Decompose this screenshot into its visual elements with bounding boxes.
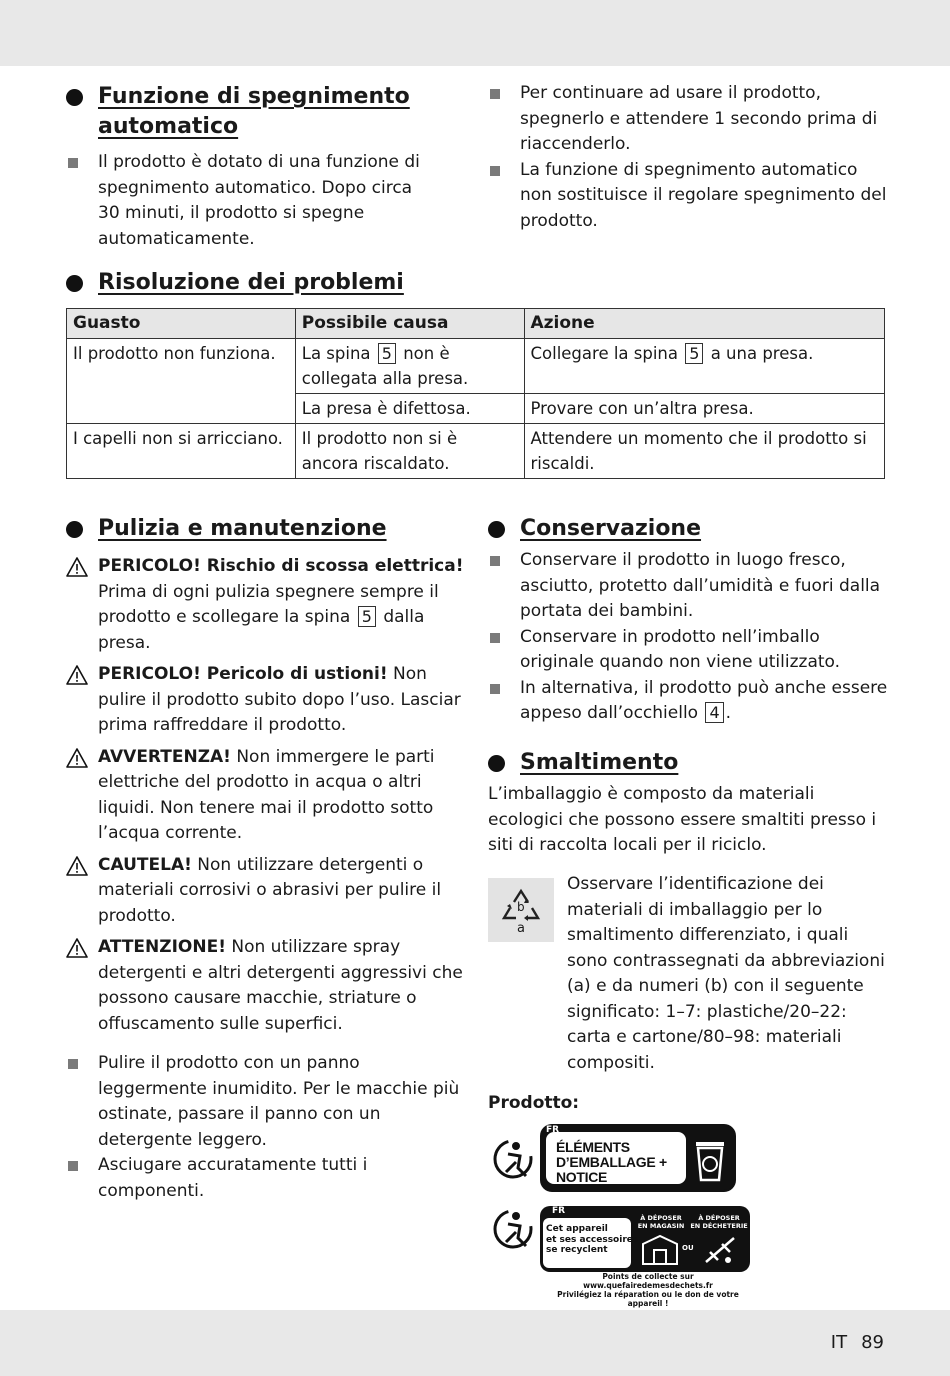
table-cell: Attendere un momento che il prodotto si riscaldi. xyxy=(524,424,885,479)
square-bullet-icon xyxy=(490,89,500,99)
part-number-badge: 5 xyxy=(685,343,703,364)
page-number: 89 xyxy=(861,1332,884,1353)
auto-off-text-2: Per continuare ad usare il prodotto, spegnerlo e attendere 1 secondo prima di riaccenderlo. xyxy=(520,83,878,154)
recycling-bin-icon xyxy=(692,1138,728,1182)
warning-triangle-icon xyxy=(66,856,88,876)
square-bullet-icon xyxy=(490,684,500,694)
warning-detergent: CAUTELA! Non utilizzare detergenti o materiali corrosivi o abrasivi per pulire il prodotto. xyxy=(66,853,466,930)
triman-packaging-logo xyxy=(488,1124,738,1194)
troubleshooting-table xyxy=(66,308,885,479)
section-cleaning xyxy=(66,514,466,1204)
square-bullet-icon xyxy=(68,158,78,168)
part-number-badge: 5 xyxy=(378,343,396,364)
triman-icon xyxy=(488,1204,538,1254)
section-storage xyxy=(488,514,888,727)
disposal-identification: Osservare l’identificazione dei materiali di imballaggio per lo smaltimento differenziato, i quali sono contrassegnati da abbreviazioni (a) e da numeri (b) con il seguente significato: 1–7: plastiche/20–22: carta e cartone/80–98: materiali compositi. xyxy=(567,874,885,1073)
square-bullet-icon xyxy=(490,633,500,643)
heading-cleaning: Pulizia e manutenzione xyxy=(66,514,466,544)
auto-off-text-1: Il prodotto è dotato di una funzione di spegnimento automatico. Dopo circa 30 minuti, il prodotto si spegne automaticamente. xyxy=(98,152,420,249)
table-row xyxy=(67,339,885,394)
heading-storage: Conservazione xyxy=(488,514,888,544)
section-troubleshooting xyxy=(66,268,666,298)
table-cell: Collegare la spina 5 a una presa. xyxy=(524,339,885,394)
warning-triangle-icon xyxy=(66,938,88,958)
bullet-dot-icon xyxy=(66,275,83,292)
bullet-dot-icon xyxy=(66,89,83,106)
table-header: Azione xyxy=(524,309,885,339)
table-header-row xyxy=(67,309,885,339)
table-cell: Il prodotto non funziona. xyxy=(67,339,296,424)
bullet-dot-icon xyxy=(66,521,83,538)
warning-spray: ATTENZIONE! Non utilizzare spray detergenti e altri detergenti aggressivi che possono causare macchie, striature o offuscamento sulle superfici. xyxy=(66,935,466,1037)
section-disposal xyxy=(488,748,888,859)
heading-auto-off xyxy=(66,82,466,142)
list-item: Asciugare accuratamente tutti i componenti. xyxy=(66,1153,466,1204)
auto-off-text-3: La funzione di spegnimento automatico non sostituisce il regolare spegnimento del prodotto. xyxy=(520,159,887,231)
table-cell: I capelli non si arricciano. xyxy=(67,424,296,479)
disposal-intro: L’imballaggio è composto da materiali ecologici che possono essere smaltiti presso i siti di raccolta locali per il riciclo. xyxy=(488,784,877,855)
list-item: In alternativa, il prodotto può anche essere appeso dall’occhiello 4 . xyxy=(488,676,888,727)
triman-box: FR Cet appareil et ses accessoires se recyclent À DÉPOSER EN MAGASIN À DÉPOSER EN DÉCHETERIE OU xyxy=(540,1206,750,1272)
triman-appliance-logo: FR Cet appareil et ses accessoires se recyclent À DÉPOSER EN MAGASIN À DÉPOSER EN DÉCHETERIE OU Points de collecte sur www.quefairedemesdechets.fr Privilégiez la réparation ou le don de votre appareil ! xyxy=(488,1202,750,1292)
warning-electric: PERICOLO! Rischio di scossa elettrica! Prima di ogni pulizia spegnere sempre il prodotto e scollegare la spina 5 dalla presa. xyxy=(66,554,466,656)
recycle-code-a: a xyxy=(517,921,525,936)
heading-disposal: Smaltimento xyxy=(488,748,888,778)
footer-band xyxy=(0,1310,950,1376)
warning-triangle-icon xyxy=(66,748,88,768)
shop-icon xyxy=(640,1234,680,1266)
table-cell: Provare con un’altra presa. xyxy=(524,394,885,424)
part-number-badge: 4 xyxy=(705,702,723,723)
table-header: Guasto xyxy=(67,309,296,339)
square-bullet-icon xyxy=(490,166,500,176)
language-code: IT xyxy=(830,1332,848,1353)
list-item xyxy=(488,81,888,158)
section-auto-off-cont xyxy=(488,81,888,234)
table-cell: La spina 5 non è collegata alla presa. xyxy=(295,339,524,394)
recycling-symbol xyxy=(488,878,554,942)
recycle-code-b: b xyxy=(517,900,525,914)
square-bullet-icon xyxy=(490,556,500,566)
warning-triangle-icon xyxy=(66,557,88,577)
list-item: Conservare il prodotto in luogo fresco, asciutto, protetto dall’umidità e fuori dalla portata dei bambini. xyxy=(488,548,888,625)
header-band xyxy=(0,0,950,66)
recycling-center-icon xyxy=(700,1234,740,1266)
heading-auto-off-line2: automatico xyxy=(98,114,239,139)
part-number-badge: 5 xyxy=(358,606,376,627)
triman-box: FR ÉLÉMENTS D’EMBALLAGE + NOTICE xyxy=(540,1124,736,1192)
table-cell: La presa è difettosa. xyxy=(295,394,524,424)
product-label: Prodotto: xyxy=(488,1093,580,1113)
list-item: Pulire il prodotto con un panno leggermente inumidito. Per le macchie più ostinate, passare il panno con un detergente leggero. xyxy=(66,1051,466,1153)
warning-water: AVVERTENZA! Non immergere le parti elettriche del prodotto in acqua o altri liquidi. Non tenere mai il prodotto sotto l’acqua corrente. xyxy=(66,745,466,847)
list-item xyxy=(66,150,426,252)
list-item: Conservare in prodotto nell’imballo originale quando non viene utilizzato. xyxy=(488,625,888,676)
heading-troubleshooting: Risoluzione dei problemi xyxy=(66,268,666,298)
square-bullet-icon xyxy=(68,1059,78,1069)
warning-triangle-icon xyxy=(66,665,88,685)
warning-burn: PERICOLO! Pericolo di ustioni! Non pulire il prodotto subito dopo l’uso. Lasciar prima raffreddare il prodotto. xyxy=(66,662,466,739)
section-auto-off xyxy=(66,82,466,252)
triman-icon xyxy=(488,1134,538,1184)
bullet-dot-icon xyxy=(488,521,505,538)
table-row xyxy=(67,424,885,479)
table-cell: Il prodotto non si è ancora riscaldato. xyxy=(295,424,524,479)
list-item xyxy=(488,158,888,235)
square-bullet-icon xyxy=(68,1161,78,1171)
heading-auto-off-line1: Funzione di spegnimento xyxy=(98,84,410,109)
table-header: Possibile causa xyxy=(295,309,524,339)
bullet-dot-icon xyxy=(488,755,505,772)
page-footer xyxy=(817,1332,884,1353)
